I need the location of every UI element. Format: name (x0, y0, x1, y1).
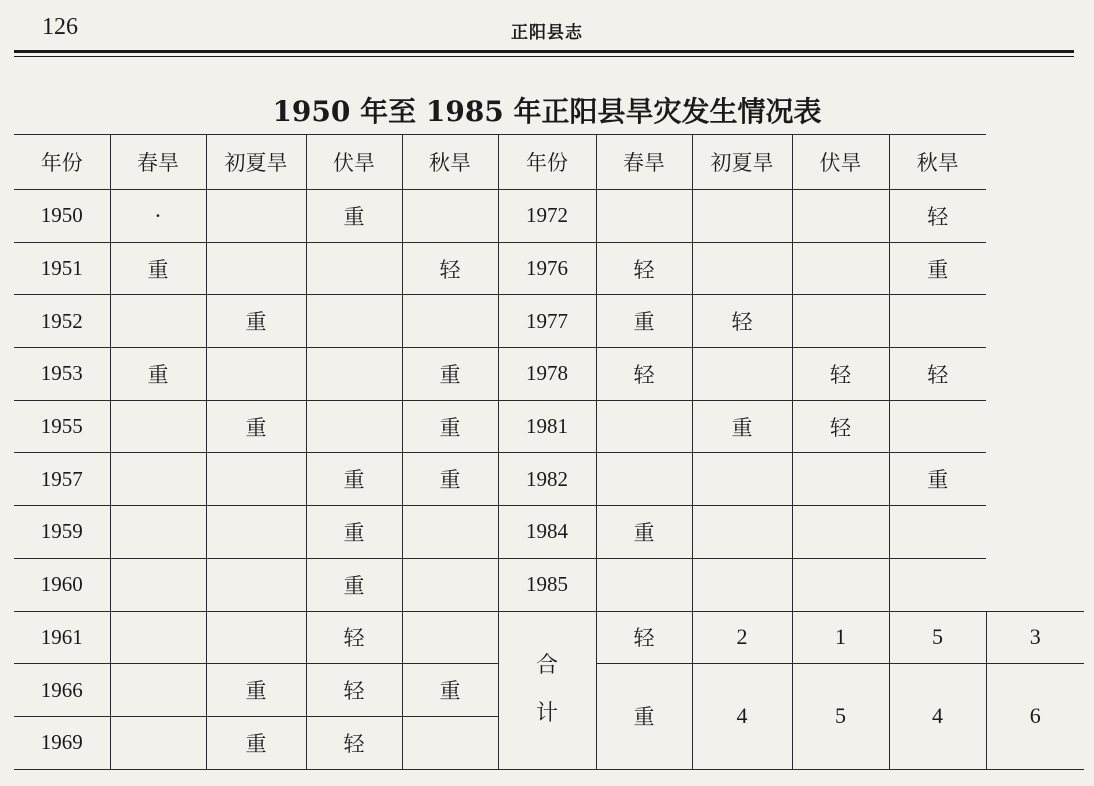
cell-spring: 重 (596, 295, 692, 348)
col-header: 秋旱 (889, 135, 986, 190)
cell-spring: 重 (596, 506, 692, 559)
table-row (14, 400, 1084, 453)
cell-dog-days (792, 295, 889, 348)
book-title: 正阳县志 (511, 23, 583, 43)
cell-year: 1966 (14, 664, 110, 717)
col-header: 年份 (14, 135, 110, 190)
cell-dog-days (306, 295, 402, 348)
cell-early-summer (206, 242, 306, 295)
cell-dog-days: 轻 (306, 716, 402, 769)
cell-dog-days (306, 400, 402, 453)
cell-year: 1985 (498, 558, 596, 611)
cell-spring: 轻 (596, 348, 692, 401)
cell-autumn (889, 506, 986, 559)
totals-light-autumn: 3 (986, 611, 1084, 664)
cell-autumn (889, 400, 986, 453)
cell-year: 1969 (14, 716, 110, 769)
cell-year: 1977 (498, 295, 596, 348)
col-header: 秋旱 (402, 135, 498, 190)
cell-year: 1955 (14, 400, 110, 453)
col-header: 初夏旱 (692, 135, 792, 190)
cell-spring (110, 558, 206, 611)
cell-early-summer (692, 453, 792, 506)
cell-autumn (889, 558, 986, 611)
cell-year: 1953 (14, 348, 110, 401)
totals-light-dog-days: 5 (889, 611, 986, 664)
totals-light-spring: 2 (692, 611, 792, 664)
totals-heavy-label: 重 (596, 664, 692, 769)
cell-early-summer (692, 348, 792, 401)
cell-early-summer (206, 506, 306, 559)
cell-autumn (402, 506, 498, 559)
table-row (14, 348, 1084, 401)
cell-dog-days: 轻 (792, 400, 889, 453)
totals-label-line2: 计 (535, 701, 558, 727)
col-header: 春旱 (596, 135, 692, 190)
cell-year: 1959 (14, 506, 110, 559)
totals-heavy-autumn: 6 (986, 664, 1084, 769)
table-title: 1950 年至 1985 年正阳县旱灾发生情况表 (272, 95, 822, 128)
cell-dog-days (792, 190, 889, 243)
cell-early-summer (692, 190, 792, 243)
totals-heavy-spring: 4 (692, 664, 792, 769)
table-row (14, 611, 1084, 664)
cell-early-summer (206, 348, 306, 401)
cell-spring: 轻 (596, 242, 692, 295)
cell-autumn: 重 (402, 348, 498, 401)
cell-spring (110, 664, 206, 717)
table-row (14, 295, 1084, 348)
cell-year: 1961 (14, 611, 110, 664)
cell-year: 1981 (498, 400, 596, 453)
cell-dog-days (306, 242, 402, 295)
cell-year: 1952 (14, 295, 110, 348)
cell-spring (110, 716, 206, 769)
cell-dog-days: 重 (306, 453, 402, 506)
cell-spring (596, 558, 692, 611)
cell-early-summer: 轻 (692, 295, 792, 348)
cell-early-summer (692, 242, 792, 295)
cell-early-summer (206, 190, 306, 243)
cell-dog-days (792, 506, 889, 559)
table-row (14, 190, 1084, 243)
cell-year: 1972 (498, 190, 596, 243)
totals-heavy-dog-days: 4 (889, 664, 986, 769)
cell-early-summer: 重 (206, 716, 306, 769)
cell-spring: 重 (110, 348, 206, 401)
table-row (14, 558, 1084, 611)
cell-year: 1976 (498, 242, 596, 295)
cell-dog-days (792, 453, 889, 506)
cell-year: 1984 (498, 506, 596, 559)
cell-spring (596, 190, 692, 243)
totals-light-early-summer: 1 (792, 611, 889, 664)
cell-dog-days: 轻 (792, 348, 889, 401)
cell-autumn: 重 (889, 453, 986, 506)
cell-spring: · (110, 190, 206, 243)
cell-early-summer: 重 (692, 400, 792, 453)
cell-year: 1951 (14, 242, 110, 295)
cell-spring (110, 506, 206, 559)
cell-early-summer: 重 (206, 295, 306, 348)
cell-autumn: 轻 (889, 348, 986, 401)
cell-early-summer (206, 611, 306, 664)
totals-label-cell (498, 611, 596, 769)
col-header: 伏旱 (306, 135, 402, 190)
totals-label-line1: 合 (535, 653, 558, 679)
table-row (14, 242, 1084, 295)
cell-autumn (402, 558, 498, 611)
cell-spring: 重 (110, 242, 206, 295)
cell-autumn (402, 611, 498, 664)
header-rule-thick (14, 50, 1074, 53)
cell-autumn (889, 295, 986, 348)
cell-early-summer (206, 453, 306, 506)
cell-dog-days (306, 348, 402, 401)
cell-dog-days (792, 558, 889, 611)
cell-autumn: 重 (402, 664, 498, 717)
cell-dog-days: 重 (306, 190, 402, 243)
cell-spring (110, 611, 206, 664)
totals-light-label: 轻 (596, 611, 692, 664)
cell-spring (110, 453, 206, 506)
cell-year: 1960 (14, 558, 110, 611)
cell-autumn (402, 295, 498, 348)
cell-year: 1978 (498, 348, 596, 401)
cell-year: 1950 (14, 190, 110, 243)
cell-dog-days: 轻 (306, 664, 402, 717)
cell-early-summer (692, 506, 792, 559)
cell-early-summer: 重 (206, 400, 306, 453)
header-rule-thin (14, 56, 1074, 57)
cell-dog-days: 轻 (306, 611, 402, 664)
col-header: 年份 (498, 135, 596, 190)
cell-early-summer: 重 (206, 664, 306, 717)
drought-table (14, 134, 1084, 770)
table-row (14, 453, 1084, 506)
cell-autumn (402, 190, 498, 243)
cell-dog-days: 重 (306, 558, 402, 611)
col-header: 伏旱 (792, 135, 889, 190)
cell-early-summer (692, 558, 792, 611)
cell-spring (110, 295, 206, 348)
table-header-row (14, 135, 1084, 190)
cell-autumn: 重 (889, 242, 986, 295)
cell-spring (596, 400, 692, 453)
cell-autumn: 重 (402, 453, 498, 506)
cell-year: 1982 (498, 453, 596, 506)
cell-early-summer (206, 558, 306, 611)
cell-autumn: 轻 (889, 190, 986, 243)
cell-spring (110, 400, 206, 453)
cell-spring (596, 453, 692, 506)
cell-autumn: 重 (402, 400, 498, 453)
cell-autumn (402, 716, 498, 769)
cell-dog-days: 重 (306, 506, 402, 559)
col-header: 初夏旱 (206, 135, 306, 190)
col-header: 春旱 (110, 135, 206, 190)
cell-dog-days (792, 242, 889, 295)
cell-autumn: 轻 (402, 242, 498, 295)
page-number: 126 (42, 14, 78, 40)
table-row (14, 506, 1084, 559)
cell-year: 1957 (14, 453, 110, 506)
totals-heavy-early-summer: 5 (792, 664, 889, 769)
